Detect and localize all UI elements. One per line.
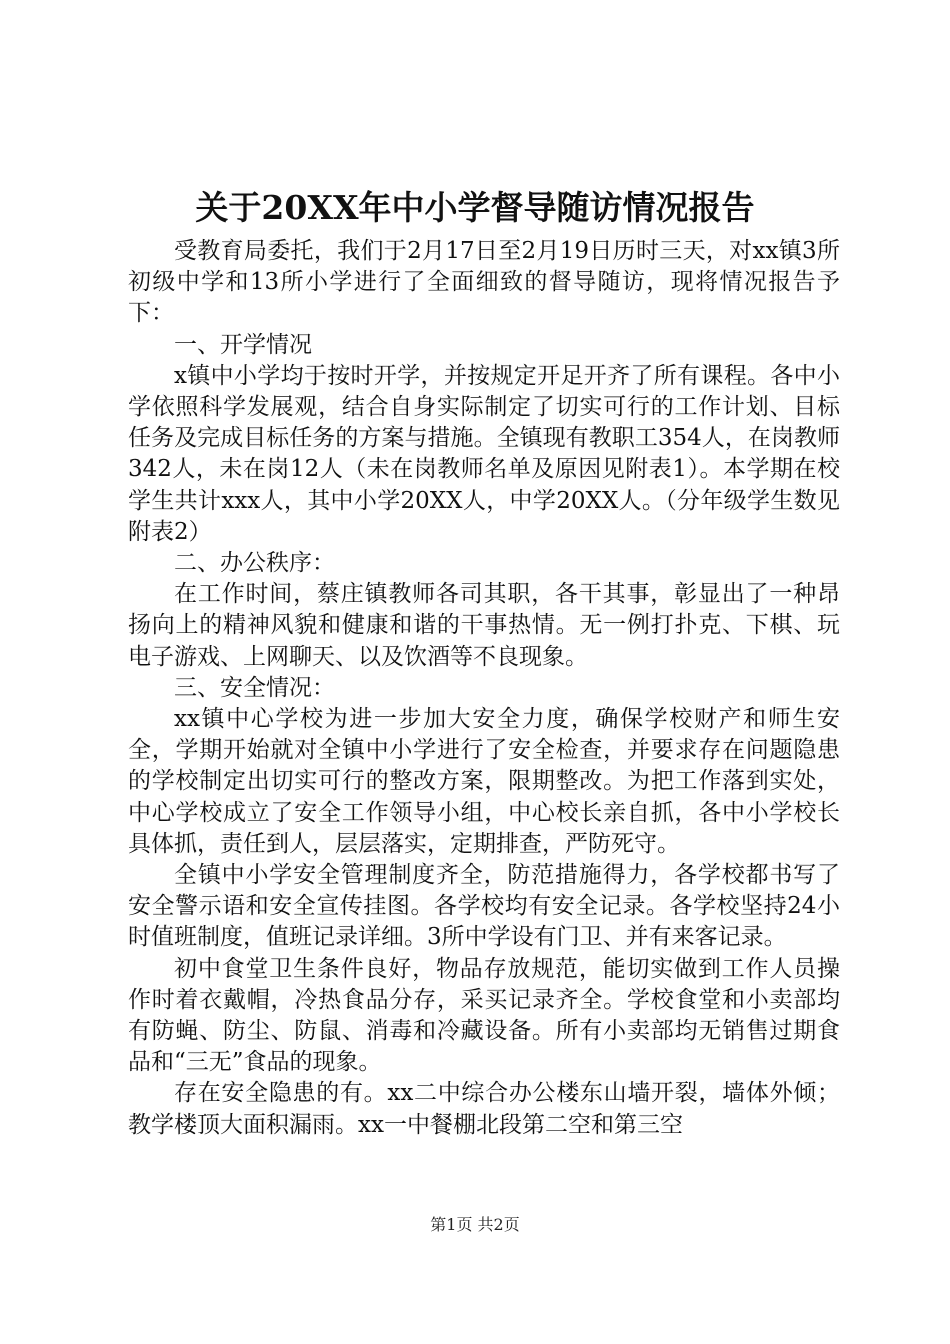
intro-paragraph: 受教育局委托，我们于2月17日至2月19日历时三天，对xx镇3所初级中学和13所小学进行了全面细致的督导随访，现将情况报告予下：: [128, 238, 840, 327]
page-footer: 第1页 共2页: [430, 1215, 520, 1234]
section-heading-opening: 一、开学情况: [174, 331, 312, 358]
safety-paragraph-2: 全镇中小学安全管理制度齐全，防范措施得力，各学校都书写了安全警示语和安全宣传挂图。各学校均有安全记录。各学校坚持24小时值班制度，值班记录详细。3所中学设有门卫、并有来客记录。: [128, 862, 840, 951]
section-heading-office-order: 二、办公秩序：: [174, 550, 335, 577]
document-title: 关于20XX年中小学督导随访情况报告: [195, 188, 755, 227]
section-heading-safety: 三、安全情况：: [174, 674, 335, 701]
safety-paragraph-1: xx镇中心学校为进一步加大安全力度，确保学校财产和师生安全，学期开始就对全镇中小学进行了安全检查，并要求存在问题隐患的学校制定出切实可行的整改方案，限期整改。为把工作落到实处，中心学校成立了安全工作领导小组，中心校长亲自抓，各中小学校长具体抓，责任到人，层层落实，定期排查，严防死守。: [128, 706, 840, 857]
opening-paragraph: x镇中小学均于按时开学，并按规定开足开齐了所有课程。各中小学依照科学发展观，结合自身实际制定了切实可行的工作计划、目标任务及完成目标任务的方案与措施。全镇现有教职工354人，在岗教师342人，未在岗12人（未在岗教师名单及原因见附表1）。本学期在校学生共计xxx人，其中小学20XX人，中学20XX人。（分年级学生数见附表2）: [128, 362, 840, 545]
document-body: [128, 236, 840, 1141]
safety-paragraph-4: 存在安全隐患的有。xx二中综合办公楼东山墙开裂，墙体外倾；教学楼顶大面积漏雨。xx一中餐棚北段第二空和第三空: [128, 1080, 840, 1138]
safety-paragraph-3: 初中食堂卫生条件良好，物品存放规范，能切实做到工作人员操作时着衣戴帽，冷热食品分存，采买记录齐全。学校食堂和小卖部均有防蝇、防尘、防鼠、消毒和冷藏设备。所有小卖部均无销售过期食品和“三无”食品的现象。: [128, 955, 840, 1076]
office-order-paragraph: 在工作时间，蔡庄镇教师各司其职，各干其事，彰显出了一种昂扬向上的精神风貌和健康和谐的干事热情。无一例打扑克、下棋、玩电子游戏、上网聊天、以及饮酒等不良现象。: [128, 581, 840, 670]
